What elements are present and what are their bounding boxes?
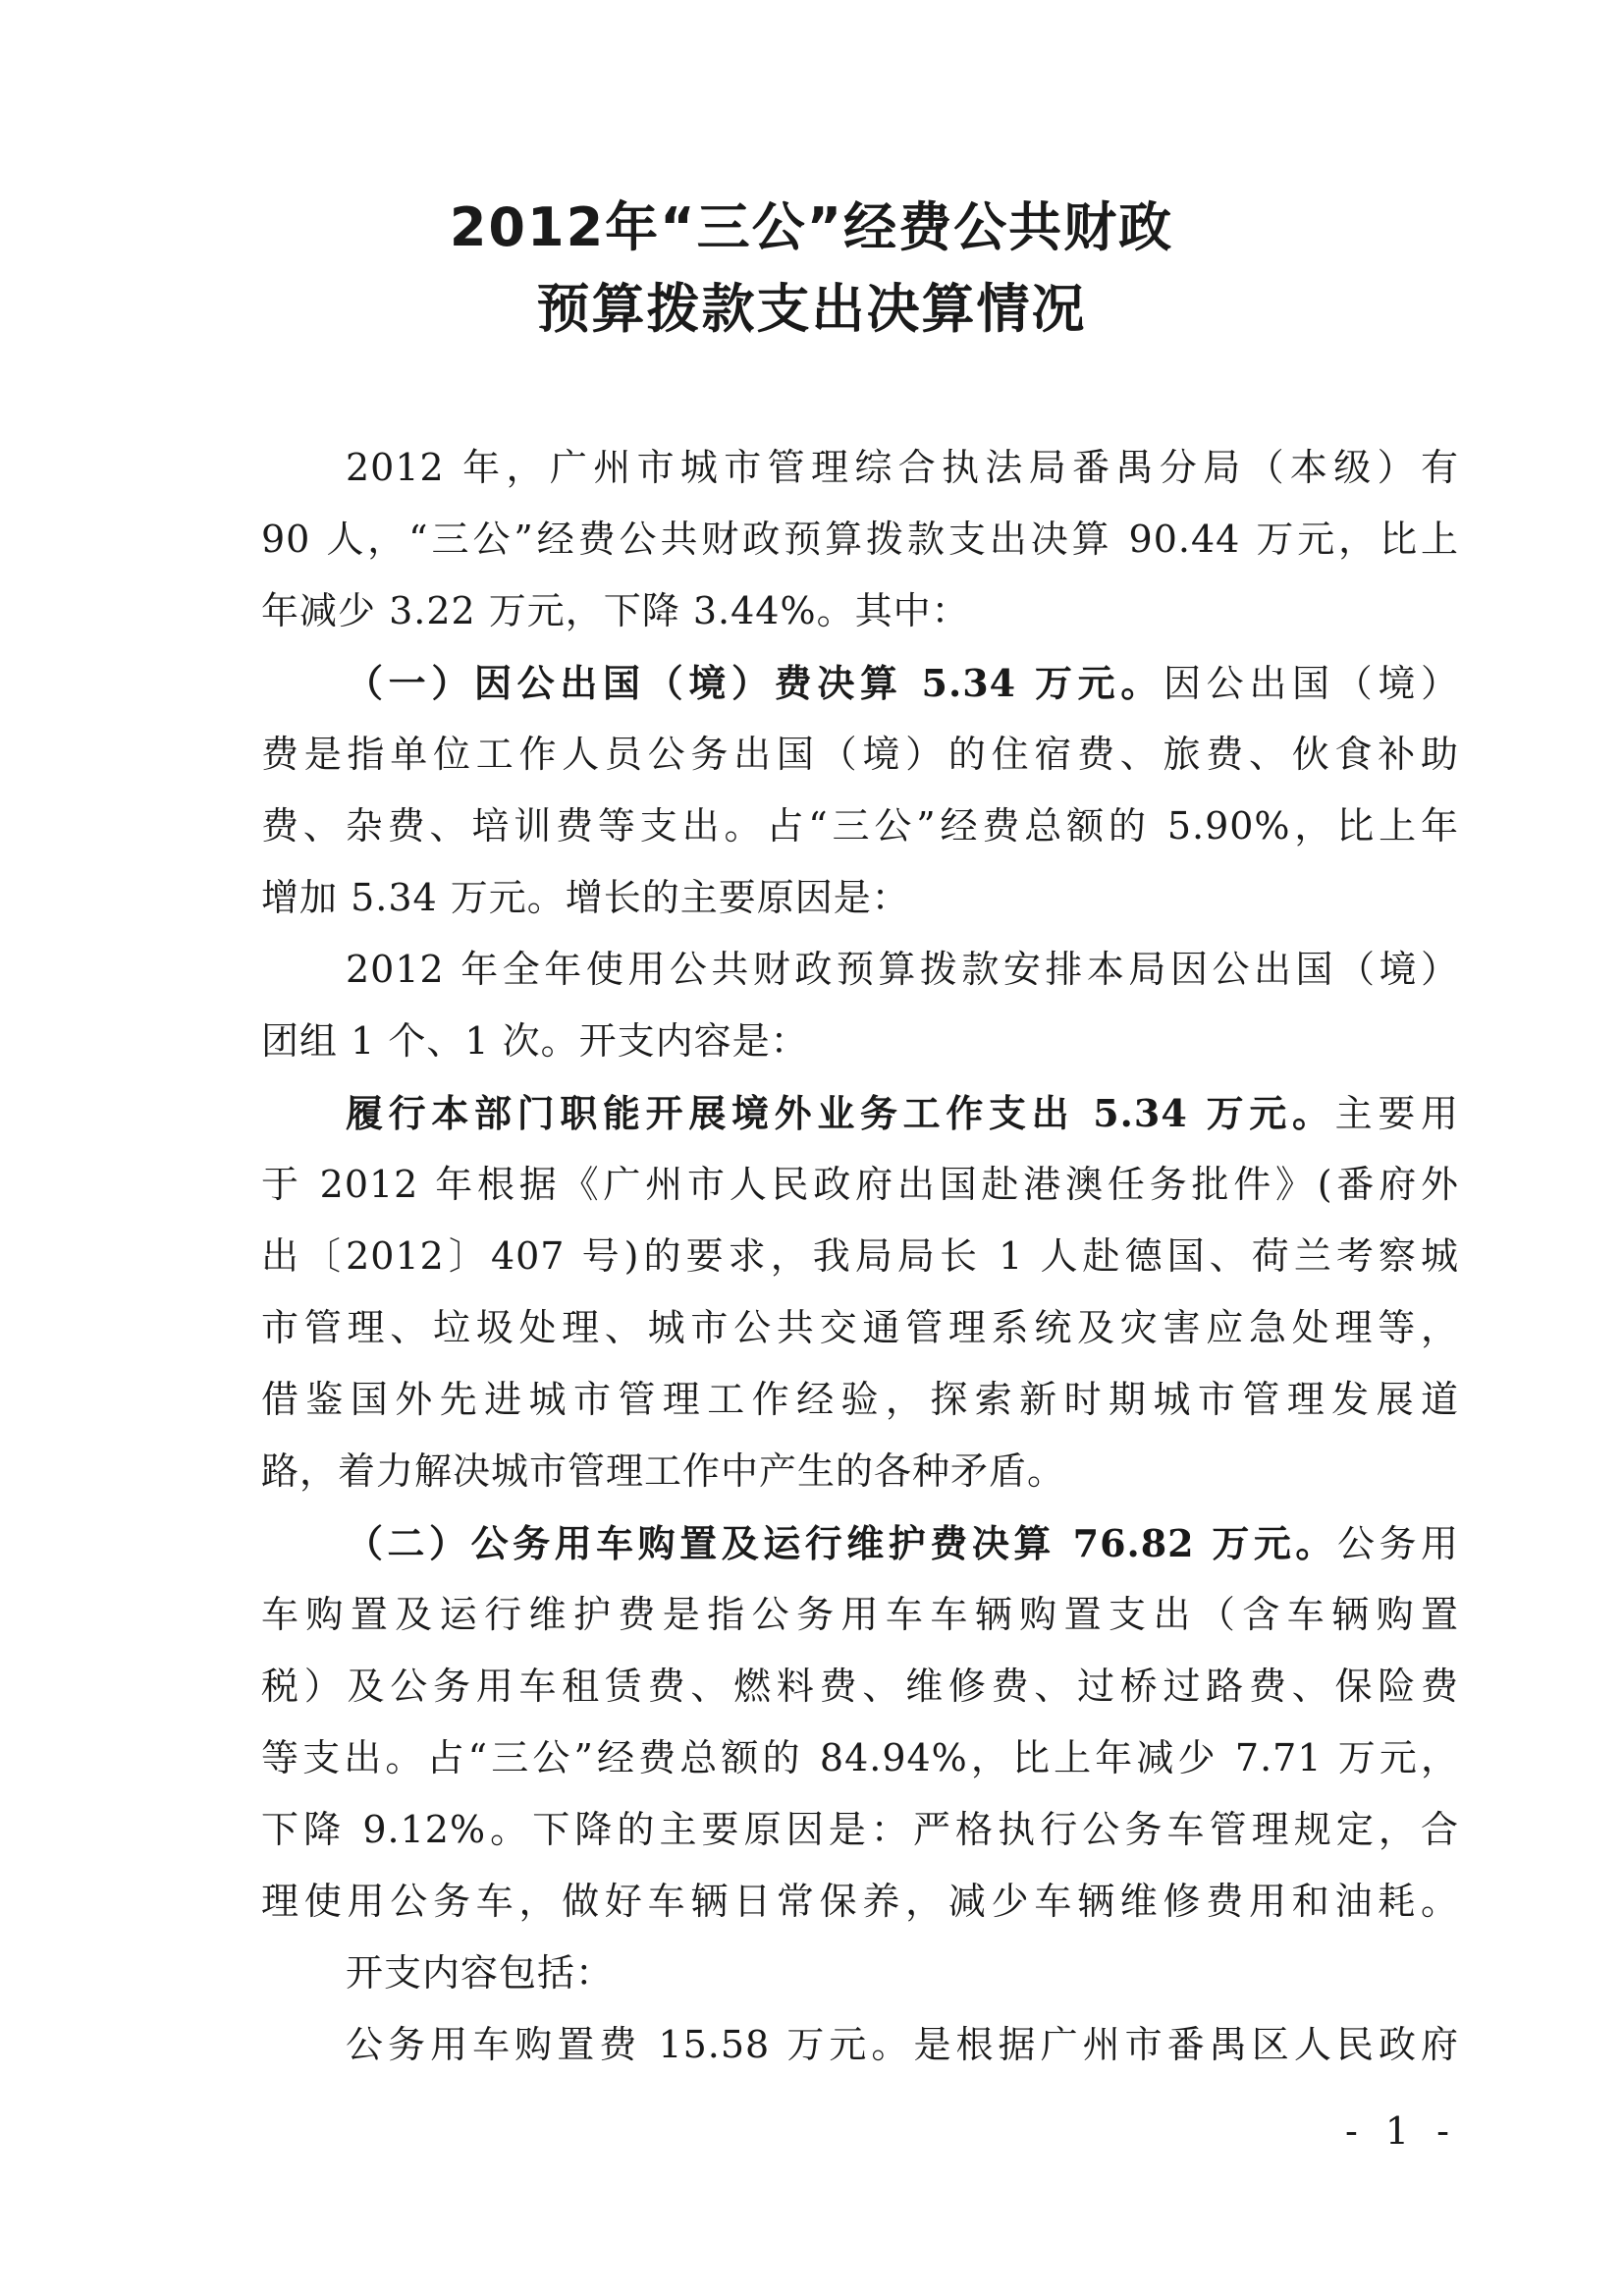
section-heading-line — [261, 647, 1459, 719]
paragraph-line: 开支内容包括： — [346, 1951, 615, 1995]
paragraph-line: 借鉴国外先进城市管理工作经验，探索新时期城市管理发展道 — [261, 1378, 1459, 1421]
paragraph-line: 路，着力解决城市管理工作中产生的各种矛盾。 — [261, 1449, 1066, 1493]
paragraph-text: 公务用 — [1336, 1522, 1459, 1565]
paragraph-line: 公务用车购置费 15.58 万元。是根据广州市番禺区人民政府 — [346, 2023, 1459, 2066]
subheading-line — [261, 1077, 1459, 1149]
paragraph-line: 团组 1 个、1 次。开支内容是： — [261, 1019, 809, 1063]
paragraph-line: 2012 年，广州市城市管理综合执法局番禺分局（本级）有 — [346, 446, 1459, 489]
paragraph-line: 等支出。占“三公”经费总额的 84.94%，比上年减少 7.71 万元， — [261, 1736, 1459, 1779]
paragraph-line: 2012 年全年使用公共财政预算拨款安排本局因公出国（境） — [346, 948, 1459, 991]
paragraph-line: 市管理、垃圾处理、城市公共交通管理系统及灾害应急处理等， — [261, 1306, 1459, 1349]
paragraph-line: 90 人，“三公”经费公共财政预算拨款支出决算 90.44 万元，比上 — [261, 518, 1459, 561]
title-line-1: 2012年“三公”经费公共财政 — [449, 196, 1174, 258]
paragraph-line: 年减少 3.22 万元，下降 3.44%。其中： — [261, 589, 970, 632]
paragraph-line: 费、杂费、培训费等支出。占“三公”经费总额的 5.90%，比上年 — [261, 804, 1459, 847]
page-number: - 1 - — [1345, 2109, 1458, 2153]
paragraph-text: 因公出国（境） — [1163, 662, 1459, 705]
section-heading-2: （二）公务用车购置及运行维护费决算 76.82 万元。 — [346, 1521, 1337, 1565]
paragraph-line: 下降 9.12%。下降的主要原因是：严格执行公务车管理规定，合 — [261, 1808, 1459, 1851]
paragraph-line: 税）及公务用车租赁费、燃料费、维修费、过桥过路费、保险费 — [261, 1665, 1459, 1708]
section-heading-line — [261, 1507, 1459, 1579]
subheading-text: 履行本部门职能开展境外业务工作支出 5.34 万元。 — [346, 1091, 1335, 1135]
paragraph-line: 车购置及运行维护费是指公务用车车辆购置支出（含车辆购置 — [261, 1593, 1459, 1636]
section-heading-1: （一）因公出国（境）费决算 5.34 万元。 — [346, 661, 1163, 705]
paragraph-line: 出〔2012〕407 号)的要求，我局局长 1 人赴德国、荷兰考察城 — [261, 1234, 1459, 1278]
paragraph-line: 增加 5.34 万元。增长的主要原因是： — [261, 876, 910, 919]
body-text — [261, 432, 1459, 2081]
paragraph-line: 于 2012 年根据《广州市人民政府出国赴港澳任务批件》(番府外 — [261, 1163, 1459, 1206]
paragraph-text: 主要用 — [1334, 1092, 1459, 1135]
paragraph-line: 理使用公务车，做好车辆日常保养，减少车辆维修费用和油耗。 — [261, 1880, 1459, 1923]
paragraph-line: 费是指单位工作人员公务出国（境）的住宿费、旅费、伙食补助 — [261, 733, 1459, 776]
title-line-2: 预算拨款支出决算情况 — [536, 278, 1087, 340]
